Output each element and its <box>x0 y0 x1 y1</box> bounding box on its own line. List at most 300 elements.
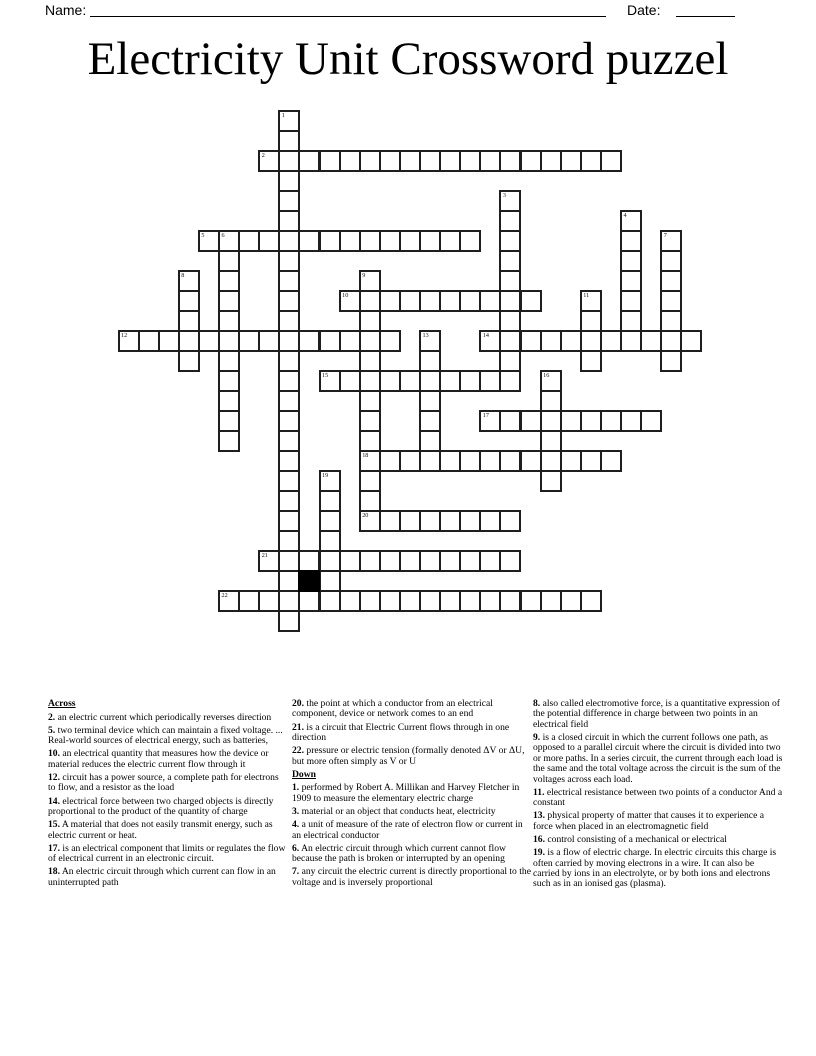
clue-number: 13. <box>533 810 545 822</box>
cell-number: 12 <box>121 332 128 339</box>
grid-cell[interactable] <box>520 150 542 172</box>
grid-cell[interactable] <box>419 350 441 372</box>
clue-text: physical property of matter that causes it to experience a force when placed in an electromagnetic field <box>533 810 764 832</box>
grid-cell[interactable] <box>339 550 361 572</box>
grid-cell[interactable] <box>238 230 260 252</box>
grid-cell[interactable] <box>419 330 441 352</box>
grid-cell[interactable] <box>600 150 622 172</box>
grid-cell[interactable] <box>459 230 481 252</box>
grid-cell[interactable] <box>419 510 441 532</box>
grid-cell[interactable] <box>218 230 240 252</box>
grid-cell[interactable] <box>278 590 300 612</box>
cell-number: 21 <box>261 552 268 559</box>
grid-cell[interactable] <box>399 550 421 572</box>
grid-cell[interactable] <box>520 590 542 612</box>
cell-number: 18 <box>362 452 369 459</box>
cell-number: 7 <box>663 232 667 239</box>
clue-column-left <box>48 699 286 891</box>
grid-cell[interactable] <box>660 310 682 332</box>
grid-cell[interactable] <box>459 590 481 612</box>
clue-item <box>292 783 532 804</box>
grid-cell[interactable] <box>540 430 562 452</box>
grid-cell[interactable] <box>218 350 240 372</box>
blocked-cell <box>298 570 320 592</box>
grid-cell[interactable] <box>319 470 341 492</box>
cell-number: 8 <box>181 272 185 279</box>
grid-cell[interactable] <box>399 370 421 392</box>
grid-cell[interactable] <box>459 150 481 172</box>
grid-cell[interactable] <box>540 470 562 492</box>
grid-cell[interactable] <box>238 590 260 612</box>
clue-number: 2. <box>48 711 56 723</box>
grid-cell[interactable] <box>278 410 300 432</box>
grid-cell[interactable] <box>620 310 642 332</box>
cell-number: 13 <box>422 332 429 339</box>
grid-cell[interactable] <box>660 270 682 292</box>
clue-section-header: Across <box>48 698 76 709</box>
grid-cell[interactable] <box>218 590 240 612</box>
clue-number: 9. <box>533 732 541 744</box>
grid-cell[interactable] <box>499 510 521 532</box>
grid-cell[interactable] <box>278 130 300 152</box>
grid-cell[interactable] <box>459 370 481 392</box>
clue-number: 19. <box>533 847 545 859</box>
grid-cell[interactable] <box>620 410 642 432</box>
grid-cell[interactable] <box>278 330 300 352</box>
grid-cell[interactable] <box>359 430 381 452</box>
grid-cell[interactable] <box>640 330 662 352</box>
grid-cell[interactable] <box>339 290 361 312</box>
grid-cell[interactable] <box>580 290 602 312</box>
grid-cell[interactable] <box>479 450 501 472</box>
grid-cell[interactable] <box>419 550 441 572</box>
grid-cell[interactable] <box>218 430 240 452</box>
grid-cell[interactable] <box>278 370 300 392</box>
grid-cell[interactable] <box>479 290 501 312</box>
grid-cell[interactable] <box>499 370 521 392</box>
grid-cell[interactable] <box>479 330 501 352</box>
grid-cell[interactable] <box>479 150 501 172</box>
grid-cell[interactable] <box>520 410 542 432</box>
grid-cell[interactable] <box>258 550 280 572</box>
grid-cell[interactable] <box>499 350 521 372</box>
grid-cell[interactable] <box>319 570 341 592</box>
grid-cell[interactable] <box>278 250 300 272</box>
grid-cell[interactable] <box>560 590 582 612</box>
grid-cell[interactable] <box>278 310 300 332</box>
clue-number: 15. <box>48 819 60 831</box>
grid-cell[interactable] <box>560 450 582 472</box>
grid-cell[interactable] <box>298 590 320 612</box>
grid-cell[interactable] <box>359 350 381 372</box>
grid-cell[interactable] <box>359 370 381 392</box>
grid-cell[interactable] <box>158 330 180 352</box>
cell-number: 9 <box>362 272 366 279</box>
cell-number: 22 <box>221 592 228 599</box>
grid-cell[interactable] <box>640 410 662 432</box>
grid-cell[interactable] <box>660 230 682 252</box>
grid-cell[interactable] <box>218 330 240 352</box>
grid-cell[interactable] <box>218 370 240 392</box>
grid-cell[interactable] <box>278 570 300 592</box>
grid-cell[interactable] <box>419 230 441 252</box>
clue-text: any circuit the electric current is directly proportional to the voltage and is inversely proportional <box>292 866 531 888</box>
grid-cell[interactable] <box>258 590 280 612</box>
grid-cell[interactable] <box>439 550 461 572</box>
cell-number: 5 <box>201 232 205 239</box>
grid-cell[interactable] <box>178 290 200 312</box>
grid-cell[interactable] <box>499 250 521 272</box>
clue-text: circuit has a power source, a complete path for electrons to flow, and a resistor as the load <box>48 772 279 794</box>
grid-cell[interactable] <box>258 330 280 352</box>
clue-item <box>48 797 286 818</box>
grid-cell[interactable] <box>258 230 280 252</box>
grid-cell[interactable] <box>278 470 300 492</box>
grid-cell[interactable] <box>319 590 341 612</box>
grid-cell[interactable] <box>560 330 582 352</box>
clue-item <box>292 820 532 841</box>
grid-cell[interactable] <box>419 590 441 612</box>
grid-cell[interactable] <box>218 410 240 432</box>
clue-text: electrical resistance between two points of a conductor And a constant <box>533 786 783 809</box>
grid-cell[interactable] <box>499 450 521 472</box>
grid-cell[interactable] <box>580 350 602 372</box>
grid-cell[interactable] <box>560 150 582 172</box>
grid-cell[interactable] <box>359 290 381 312</box>
clue-text: is an electrical component that limits or regulates the flow of electrical current in an electronic circuit. <box>48 842 286 865</box>
cell-number: 6 <box>221 232 225 239</box>
name-label: Name: <box>45 2 87 18</box>
grid-cell[interactable] <box>319 230 341 252</box>
grid-cell[interactable] <box>620 290 642 312</box>
grid-cell[interactable] <box>600 330 622 352</box>
grid-cell[interactable] <box>379 550 401 572</box>
clue-text: an electrical quantity that measures how the device or material reduces the electric current flow through it <box>48 748 269 770</box>
clue-text: is a circuit that Electric Current flows through in one direction <box>292 721 510 744</box>
grid-cell[interactable] <box>298 230 320 252</box>
grid-cell[interactable] <box>278 150 300 172</box>
grid-cell[interactable] <box>499 290 521 312</box>
grid-cell[interactable] <box>278 530 300 552</box>
grid-cell[interactable] <box>479 370 501 392</box>
clue-number: 11. <box>533 786 545 798</box>
clue-text: control consisting of a mechanical or electrical <box>547 834 727 846</box>
grid-cell[interactable] <box>660 350 682 372</box>
grid-cell[interactable] <box>540 150 562 172</box>
grid-cell[interactable] <box>399 230 421 252</box>
grid-cell[interactable] <box>319 150 341 172</box>
grid-cell[interactable] <box>439 590 461 612</box>
grid-cell[interactable] <box>439 230 461 252</box>
grid-cell[interactable] <box>459 550 481 572</box>
grid-cell[interactable] <box>459 510 481 532</box>
grid-cell[interactable] <box>319 370 341 392</box>
grid-cell[interactable] <box>218 290 240 312</box>
grid-cell[interactable] <box>359 230 381 252</box>
grid-cell[interactable] <box>278 170 300 192</box>
grid-cell[interactable] <box>238 330 260 352</box>
grid-cell[interactable] <box>479 410 501 432</box>
grid-cell[interactable] <box>499 330 521 352</box>
grid-cell[interactable] <box>419 290 441 312</box>
grid-cell[interactable] <box>419 430 441 452</box>
grid-cell[interactable] <box>278 550 300 572</box>
grid-cell[interactable] <box>540 590 562 612</box>
grid-cell[interactable] <box>359 270 381 292</box>
grid-cell[interactable] <box>379 330 401 352</box>
cell-number: 3 <box>502 192 506 199</box>
grid-cell[interactable] <box>399 510 421 532</box>
grid-cell[interactable] <box>218 250 240 272</box>
clue-text: An electric circuit through which current cannot flow because the path is broken or interrupted by an opening <box>292 842 506 865</box>
grid-cell[interactable] <box>359 590 381 612</box>
grid-cell[interactable] <box>439 290 461 312</box>
grid-cell[interactable] <box>278 390 300 412</box>
grid-cell[interactable] <box>379 450 401 472</box>
cell-number: 16 <box>543 372 550 379</box>
grid-cell[interactable] <box>419 370 441 392</box>
clue-text: pressure or electric tension (formally denoted ΔV or ΔU, but more often simply as V or U <box>292 745 525 767</box>
grid-cell[interactable] <box>439 150 461 172</box>
grid-cell[interactable] <box>379 510 401 532</box>
clue-item <box>533 733 783 785</box>
grid-cell[interactable] <box>178 330 200 352</box>
grid-cell[interactable] <box>278 190 300 212</box>
grid-cell[interactable] <box>580 590 602 612</box>
grid-cell[interactable] <box>439 450 461 472</box>
clue-number: 14. <box>48 795 60 807</box>
clue-item <box>292 723 532 744</box>
grid-cell[interactable] <box>499 410 521 432</box>
clue-item <box>533 835 783 845</box>
grid-cell[interactable] <box>379 290 401 312</box>
grid-cell[interactable] <box>419 410 441 432</box>
grid-cell[interactable] <box>198 230 220 252</box>
clue-number: 22. <box>292 745 304 757</box>
grid-cell[interactable] <box>178 310 200 332</box>
grid-cell[interactable] <box>499 230 521 252</box>
clue-number: 21. <box>292 721 304 733</box>
cell-number: 19 <box>322 472 329 479</box>
grid-cell[interactable] <box>540 330 562 352</box>
grid-cell[interactable] <box>479 550 501 572</box>
grid-cell[interactable] <box>278 490 300 512</box>
grid-cell[interactable] <box>379 150 401 172</box>
clue-text: electrical force between two charged objects is directly proportional to the product of the quantity of charge <box>48 795 274 818</box>
clue-item <box>533 788 783 809</box>
grid-cell[interactable] <box>540 450 562 472</box>
grid-cell[interactable] <box>359 410 381 432</box>
grid-cell[interactable] <box>620 250 642 272</box>
grid-cell[interactable] <box>339 230 361 252</box>
grid-cell[interactable] <box>359 390 381 412</box>
clue-number: 5. <box>48 724 56 736</box>
clue-item <box>292 844 532 865</box>
grid-cell[interactable] <box>118 330 140 352</box>
clue-text: two terminal device which can maintain a fixed voltage. ... Real-world sources of electrical energy, such as batteries, <box>48 724 283 747</box>
grid-cell[interactable] <box>439 510 461 532</box>
grid-cell[interactable] <box>399 150 421 172</box>
clue-text: a unit of measure of the rate of electron flow or current in an electrical conductor <box>292 819 523 841</box>
clue-number: 10. <box>48 748 60 760</box>
clue-text: A material that does not easily transmit energy, such as electric current or heat. <box>48 819 273 841</box>
grid-cell[interactable] <box>580 310 602 332</box>
grid-cell[interactable] <box>580 450 602 472</box>
clue-number: 3. <box>292 806 300 818</box>
cell-number: 14 <box>482 332 489 339</box>
grid-cell[interactable] <box>660 250 682 272</box>
clue-text: material or an object that conducts heat, electricity <box>301 806 496 818</box>
grid-cell[interactable] <box>278 230 300 252</box>
grid-cell[interactable] <box>278 290 300 312</box>
grid-cell[interactable] <box>379 590 401 612</box>
grid-cell[interactable] <box>520 450 542 472</box>
grid-cell[interactable] <box>359 150 381 172</box>
grid-cell[interactable] <box>399 590 421 612</box>
clue-number: 7. <box>292 866 300 878</box>
clue-number: 8. <box>533 698 541 709</box>
grid-cell[interactable] <box>499 210 521 232</box>
grid-cell[interactable] <box>660 290 682 312</box>
grid-cell[interactable] <box>218 390 240 412</box>
grid-cell[interactable] <box>278 610 300 632</box>
grid-cell[interactable] <box>419 390 441 412</box>
clue-item <box>533 811 783 832</box>
grid-cell[interactable] <box>620 270 642 292</box>
grid-cell[interactable] <box>399 450 421 472</box>
grid-cell[interactable] <box>278 450 300 472</box>
grid-cell[interactable] <box>499 150 521 172</box>
grid-cell[interactable] <box>479 510 501 532</box>
grid-cell[interactable] <box>278 430 300 452</box>
clue-item <box>48 726 286 747</box>
grid-cell[interactable] <box>540 370 562 392</box>
grid-cell[interactable] <box>600 450 622 472</box>
grid-cell[interactable] <box>499 550 521 572</box>
cell-number: 15 <box>322 372 329 379</box>
grid-cell[interactable] <box>580 330 602 352</box>
clue-item <box>292 699 532 720</box>
clue-text: An electric circuit through which current can flow in an uninterrupted path <box>48 866 276 888</box>
grid-cell[interactable] <box>499 310 521 332</box>
cell-number: 4 <box>623 212 627 219</box>
cell-number: 1 <box>281 112 285 119</box>
clue-item <box>48 844 286 865</box>
grid-cell[interactable] <box>379 370 401 392</box>
grid-cell[interactable] <box>278 210 300 232</box>
date-label: Date: <box>627 2 661 18</box>
grid-cell[interactable] <box>218 270 240 292</box>
grid-cell[interactable] <box>419 450 441 472</box>
grid-cell[interactable] <box>258 150 280 172</box>
grid-cell[interactable] <box>620 210 642 232</box>
grid-cell[interactable] <box>298 150 320 172</box>
grid-cell[interactable] <box>620 230 642 252</box>
grid-cell[interactable] <box>580 150 602 172</box>
grid-cell[interactable] <box>278 510 300 532</box>
clue-item <box>48 867 286 888</box>
grid-cell[interactable] <box>339 370 361 392</box>
grid-cell[interactable] <box>319 510 341 532</box>
clue-item <box>292 807 532 817</box>
grid-cell[interactable] <box>359 450 381 472</box>
grid-cell[interactable] <box>178 270 200 292</box>
clue-number: 4. <box>292 819 300 831</box>
grid-cell[interactable] <box>499 590 521 612</box>
grid-cell[interactable] <box>600 410 622 432</box>
grid-cell[interactable] <box>359 510 381 532</box>
clue-number: 1. <box>292 782 300 794</box>
grid-cell[interactable] <box>499 270 521 292</box>
grid-cell[interactable] <box>680 330 702 352</box>
grid-cell[interactable] <box>479 590 501 612</box>
grid-cell[interactable] <box>319 490 341 512</box>
clue-number: 6. <box>292 842 300 854</box>
grid-cell[interactable] <box>359 470 381 492</box>
grid-cell[interactable] <box>178 350 200 372</box>
clue-number: 18. <box>48 866 60 878</box>
clue-column-middle <box>292 699 532 891</box>
grid-cell[interactable] <box>580 410 602 432</box>
grid-cell[interactable] <box>339 330 361 352</box>
clue-item <box>48 749 286 770</box>
grid-cell[interactable] <box>278 270 300 292</box>
cell-number: 17 <box>482 412 489 419</box>
grid-cell[interactable] <box>540 410 562 432</box>
grid-cell[interactable] <box>419 150 441 172</box>
grid-cell[interactable] <box>660 330 682 352</box>
grid-cell[interactable] <box>218 310 240 332</box>
grid-cell[interactable] <box>319 330 341 352</box>
grid-cell[interactable] <box>278 110 300 132</box>
grid-cell[interactable] <box>620 330 642 352</box>
page-title: Electricity Unit Crossword puzzel <box>87 33 729 85</box>
grid-cell[interactable] <box>399 290 421 312</box>
grid-cell[interactable] <box>319 550 341 572</box>
grid-cell[interactable] <box>499 190 521 212</box>
grid-cell[interactable] <box>339 590 361 612</box>
grid-cell[interactable] <box>359 330 381 352</box>
grid-cell[interactable] <box>560 410 582 432</box>
grid-cell[interactable] <box>359 490 381 512</box>
clue-column-right <box>533 699 783 893</box>
clue-item <box>48 773 286 794</box>
grid-cell[interactable] <box>198 330 220 352</box>
grid-cell[interactable] <box>319 530 341 552</box>
grid-cell[interactable] <box>359 550 381 572</box>
grid-cell[interactable] <box>520 330 542 352</box>
clue-item <box>292 746 532 767</box>
grid-cell[interactable] <box>339 150 361 172</box>
clue-number: 17. <box>48 842 60 854</box>
cell-number: 11 <box>583 292 590 299</box>
cell-number: 20 <box>362 512 369 519</box>
grid-cell[interactable] <box>459 290 481 312</box>
grid-cell[interactable] <box>540 390 562 412</box>
grid-cell[interactable] <box>298 330 320 352</box>
clue-item <box>533 848 783 890</box>
grid-cell[interactable] <box>459 450 481 472</box>
clue-text: also called electromotive force, is a quantitative expression of the potential difference in charge between two points in an electrical field <box>533 698 780 730</box>
grid-cell[interactable] <box>278 350 300 372</box>
grid-cell[interactable] <box>379 230 401 252</box>
grid-cell[interactable] <box>298 550 320 572</box>
grid-cell[interactable] <box>359 310 381 332</box>
grid-cell[interactable] <box>439 370 461 392</box>
grid-cell[interactable] <box>520 290 542 312</box>
grid-cell[interactable] <box>138 330 160 352</box>
clue-number: 20. <box>292 698 304 709</box>
